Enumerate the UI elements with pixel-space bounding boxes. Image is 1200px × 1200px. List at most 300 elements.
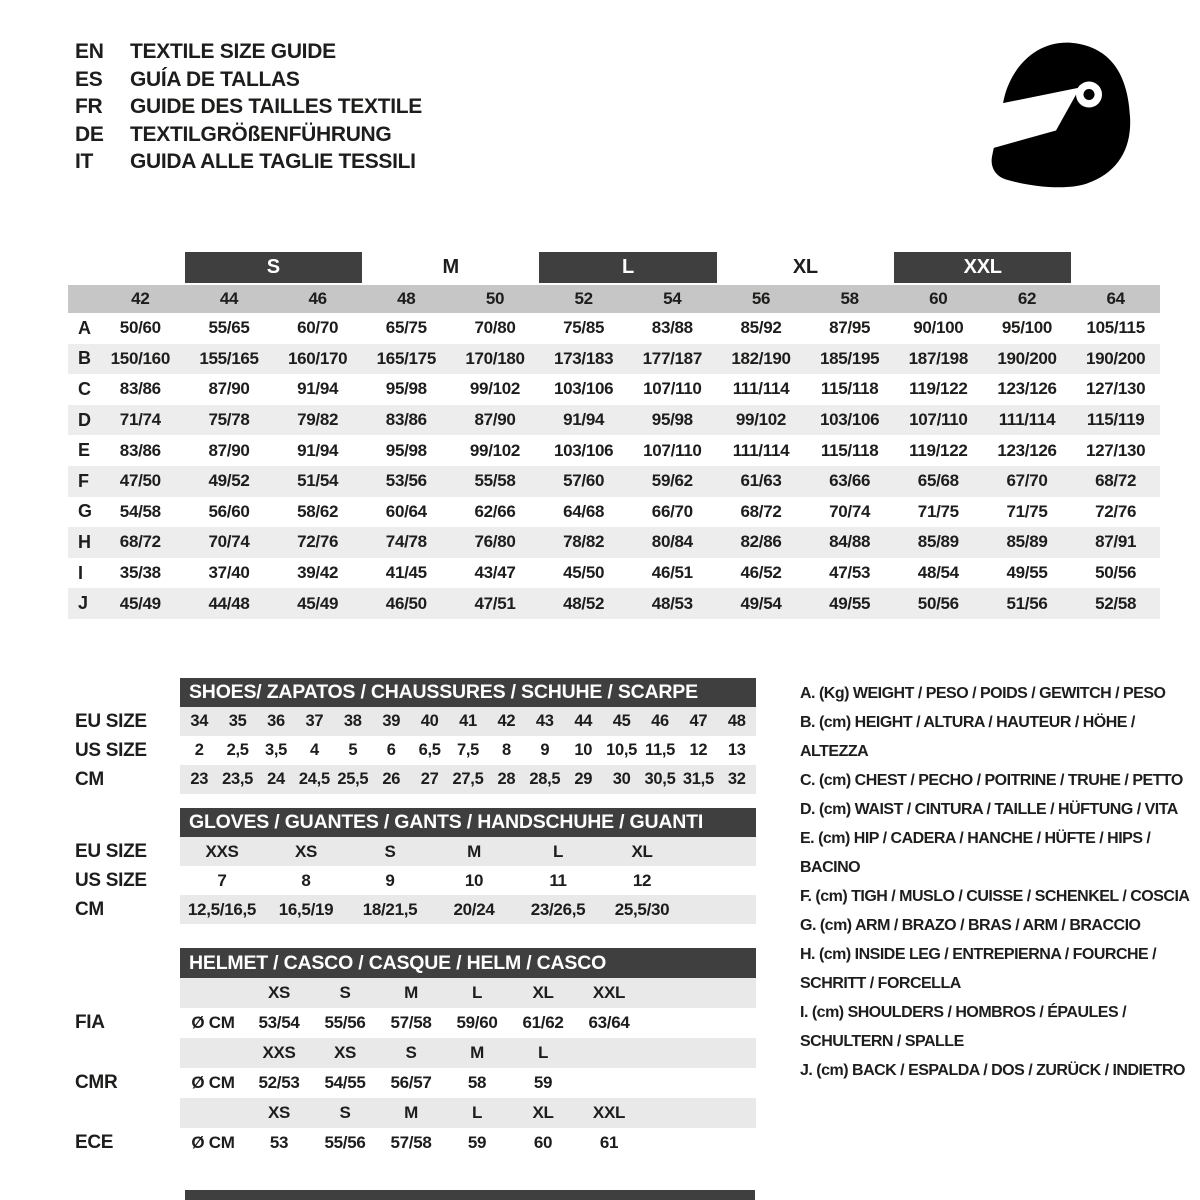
size-value: 103/106 — [553, 440, 614, 460]
shoes-cm-value: 30 — [612, 770, 631, 788]
size-value: 44/48 — [208, 593, 250, 613]
size-number: 42 — [131, 289, 150, 308]
row-label: F — [78, 470, 89, 491]
size-value: 47/50 — [119, 471, 161, 491]
size-value: 123/126 — [997, 379, 1057, 399]
fia-value: 57/58 — [390, 1013, 432, 1032]
size-number: 52 — [574, 289, 593, 308]
size-value: 46/51 — [651, 563, 693, 583]
size-value: 55/58 — [474, 471, 516, 491]
size-value: 47/53 — [829, 563, 871, 583]
size-value: 80/84 — [651, 532, 693, 552]
shoes-eu-size: 48 — [727, 712, 746, 730]
spacer — [75, 678, 180, 707]
size-value: 61/63 — [740, 471, 782, 491]
gloves-us-size: 9 — [385, 870, 395, 890]
size-value: 43/47 — [474, 563, 516, 583]
size-value: 82/86 — [740, 532, 782, 552]
size-table-row — [68, 588, 1160, 619]
shoes-us-size: 9 — [540, 741, 550, 759]
size-value: 190/200 — [1085, 348, 1146, 368]
size-value: 68/72 — [1095, 471, 1137, 491]
textile-size-table — [68, 252, 1160, 619]
size-value: 67/70 — [1006, 471, 1048, 491]
shoes-section-title: SHOES/ ZAPATOS / CHAUSSURES / SCHUHE / SCARPE — [180, 678, 756, 707]
shoes-us-size: 2,5 — [226, 741, 249, 759]
shoes-eu-size-label: EU SIZE — [75, 710, 147, 732]
cmr-sizes-band — [180, 1038, 756, 1068]
size-value: 70/80 — [474, 318, 516, 338]
size-group-m: M — [442, 256, 459, 278]
ece-value: 55/56 — [324, 1133, 366, 1152]
ece-size: L — [471, 1103, 483, 1122]
size-value: 87/91 — [1095, 532, 1137, 552]
ece-diameter-unit: Ø CM — [191, 1133, 235, 1152]
size-value: 87/95 — [829, 318, 871, 338]
cmr-size: M — [470, 1043, 484, 1062]
gloves-cm-row — [180, 895, 756, 924]
size-value: 48/54 — [917, 563, 959, 583]
size-value: 155/165 — [199, 348, 259, 368]
size-value: 119/122 — [909, 379, 968, 399]
spacer — [75, 808, 180, 837]
racing-helmet-icon — [982, 28, 1142, 193]
size-value: 83/88 — [651, 318, 693, 338]
gloves-eu-row — [180, 837, 756, 866]
size-value: 87/90 — [474, 410, 516, 430]
size-value: 71/74 — [119, 410, 161, 430]
size-value: 76/80 — [474, 532, 516, 552]
cmr-value: 52/53 — [258, 1073, 300, 1092]
fia-values-row — [180, 1008, 756, 1038]
fia-size: XL — [532, 983, 554, 1002]
shoes-us-size: 3,5 — [264, 741, 288, 759]
legend-item: I. (cm) SHOULDERS / HOMBROS / ÉPAULES / SCHULTERN / SPALLE — [800, 1004, 1127, 1050]
gloves-us-row — [180, 866, 756, 895]
size-value: 35/38 — [119, 563, 161, 583]
cmr-label: CMR — [75, 1072, 118, 1093]
cmr-value: 56/57 — [390, 1073, 432, 1092]
shoes-eu-size: 37 — [305, 712, 324, 730]
size-table-row — [68, 435, 1160, 466]
size-value: 123/126 — [997, 440, 1057, 460]
shoes-cm-value: 28,5 — [529, 770, 561, 788]
shoes-cm-value: 24,5 — [298, 770, 330, 788]
shoes-eu-size: 44 — [574, 712, 593, 730]
shoes-cm-value: 27 — [420, 770, 439, 788]
legend-item: H. (cm) INSIDE LEG / ENTREPIERNA / FOURCHE / SCHRITT / FORCELLA — [800, 946, 1157, 992]
legend-item: D. (cm) WAIST / CINTURA / TAILLE / HÜFTUNG / VITA — [800, 801, 1178, 818]
size-table-row — [68, 313, 1160, 344]
size-value: 99/102 — [735, 410, 787, 430]
gloves-cm-value: 25,5/30 — [614, 899, 670, 919]
size-value: 85/89 — [1006, 532, 1048, 552]
size-value: 85/92 — [740, 318, 782, 338]
gloves-us-size: 8 — [301, 870, 311, 890]
size-value: 78/82 — [563, 532, 605, 552]
size-number: 54 — [663, 289, 682, 308]
footer-bar — [185, 1190, 755, 1200]
size-value: 55/65 — [208, 318, 250, 338]
fia-diameter-unit: Ø CM — [191, 1013, 235, 1032]
shoes-eu-size: 34 — [190, 712, 209, 730]
size-value: 111/114 — [732, 379, 790, 399]
ece-size: XS — [267, 1103, 291, 1122]
gloves-cm-value: 23/26,5 — [530, 899, 586, 919]
shoes-us-size: 2 — [194, 741, 204, 759]
size-value: 47/51 — [474, 593, 516, 613]
size-table-row — [68, 405, 1160, 436]
shoes-eu-size: 46 — [651, 712, 669, 730]
size-table-row — [68, 374, 1160, 405]
size-group-l: L — [539, 252, 716, 283]
language-code: EN — [75, 40, 104, 63]
size-value: 185/195 — [819, 348, 880, 368]
ece-value: 61 — [599, 1133, 619, 1152]
size-value: 107/110 — [909, 410, 968, 430]
shoes-us-size: 7,5 — [456, 741, 480, 759]
fia-value: 55/56 — [324, 1013, 366, 1032]
row-label: G — [78, 501, 92, 522]
shoes-us-size: 5 — [348, 741, 358, 759]
size-value: 64/68 — [563, 501, 605, 521]
size-value: 53/56 — [385, 471, 427, 491]
helmet-section-title: HELMET / CASCO / CASQUE / HELM / CASCO — [180, 948, 756, 978]
size-value: 91/94 — [297, 379, 339, 399]
ece-size: XL — [532, 1103, 554, 1122]
language-code: FR — [75, 95, 103, 118]
cmr-diameter-unit: Ø CM — [191, 1073, 235, 1092]
shoes-cm-value: 28 — [497, 770, 516, 788]
size-value: 95/98 — [385, 440, 427, 460]
size-value: 99/102 — [469, 440, 521, 460]
language-row — [75, 66, 422, 94]
size-value: 62/66 — [474, 501, 516, 521]
shoes-cm-value: 32 — [727, 770, 746, 788]
gloves-us-size: 7 — [217, 870, 227, 890]
shoes-eu-size: 42 — [497, 712, 516, 730]
size-value: 83/86 — [119, 440, 161, 460]
size-value: 72/76 — [1095, 501, 1137, 521]
size-value: 84/88 — [829, 532, 871, 552]
size-group-xl: XL — [792, 256, 818, 278]
size-value: 49/55 — [1006, 563, 1048, 583]
language-row — [75, 148, 422, 176]
shoes-eu-size: 35 — [228, 712, 247, 730]
size-value: 65/75 — [385, 318, 427, 338]
cmr-value: 59 — [533, 1073, 553, 1092]
row-label: I — [78, 562, 83, 583]
size-value: 90/100 — [913, 318, 964, 338]
gloves-section-title: GLOVES / GUANTES / GANTS / HANDSCHUHE / GUANTI — [180, 808, 756, 837]
spacer — [75, 978, 180, 1008]
size-number: 44 — [219, 289, 239, 308]
size-value: 99/102 — [469, 379, 521, 399]
size-value: 70/74 — [829, 501, 871, 521]
shoes-cm-value: 24 — [267, 770, 285, 788]
fia-size: L — [471, 983, 483, 1002]
size-number: 60 — [929, 289, 948, 308]
row-label: C — [78, 378, 91, 399]
ece-size: M — [404, 1103, 418, 1122]
shoes-cm-row — [180, 765, 756, 794]
shoes-cm-value: 31,5 — [682, 770, 714, 788]
language-code: ES — [75, 67, 103, 91]
language-code: DE — [75, 122, 104, 146]
gloves-eu-size-label: EU SIZE — [75, 840, 147, 862]
size-value: 59/62 — [651, 471, 693, 491]
size-value: 60/70 — [297, 318, 339, 338]
ece-label: ECE — [75, 1132, 114, 1153]
size-value: 75/78 — [208, 410, 250, 430]
gloves-us-size: 12 — [632, 870, 652, 890]
size-table-row — [68, 527, 1160, 558]
shoes-us-size: 6 — [386, 741, 396, 759]
size-value: 75/85 — [563, 318, 605, 338]
size-value: 37/40 — [208, 563, 250, 583]
language-label: GUÍA DE TALLAS — [130, 67, 300, 91]
shoes-eu-size: 45 — [612, 712, 631, 730]
size-value: 83/86 — [385, 410, 427, 430]
size-value: 95/100 — [1001, 318, 1053, 338]
size-number: 50 — [485, 289, 505, 308]
legend-item: B. (cm) HEIGHT / ALTURA / HAUTEUR / HÖHE / ALTEZZA — [800, 714, 1135, 760]
size-value: 50/56 — [1095, 563, 1137, 583]
size-value: 111/114 — [732, 440, 790, 460]
fia-size: XXL — [592, 983, 626, 1002]
gloves-cm-value: 20/24 — [453, 899, 495, 919]
ece-value: 59 — [467, 1133, 487, 1152]
shoes-cm-value: 29 — [574, 770, 593, 788]
size-value: 51/54 — [297, 471, 339, 491]
row-label: D — [78, 409, 91, 430]
gloves-eu-size: M — [467, 841, 481, 861]
size-number: 48 — [397, 289, 416, 308]
row-label: E — [78, 440, 90, 461]
ece-value: 53 — [269, 1133, 289, 1152]
gloves-cm-value: 18/21,5 — [362, 899, 418, 919]
size-value: 187/198 — [908, 348, 968, 368]
row-label: J — [78, 593, 88, 614]
size-value: 103/106 — [553, 379, 614, 399]
language-label: TEXTILGRÖßENFÜHRUNG — [130, 122, 392, 146]
size-value: 54/58 — [119, 501, 161, 521]
size-value: 85/89 — [917, 532, 959, 552]
size-value: 95/98 — [385, 379, 427, 399]
shoes-us-size: 6,5 — [418, 741, 441, 759]
row-label: A — [78, 317, 91, 338]
gloves-cm-value: 12,5/16,5 — [187, 899, 257, 919]
shoes-cm-value: 30,5 — [644, 770, 676, 788]
size-value: 127/130 — [1085, 379, 1146, 399]
language-label: GUIDA ALLE TAGLIE TESSILI — [130, 150, 416, 173]
size-value: 41/45 — [385, 563, 427, 583]
spacer — [75, 948, 180, 978]
size-value: 160/170 — [287, 348, 348, 368]
size-value: 46/52 — [740, 563, 782, 583]
spacer — [75, 1038, 180, 1068]
size-value: 71/75 — [1006, 501, 1048, 521]
spacer — [75, 1098, 180, 1128]
fia-sizes-band — [180, 978, 756, 1008]
size-value: 48/52 — [563, 593, 605, 613]
legend-item: F. (cm) TIGH / MUSLO / CUISSE / SCHENKEL / COSCIA — [800, 888, 1190, 905]
size-value: 119/122 — [909, 440, 968, 460]
size-value: 57/60 — [563, 471, 605, 491]
shoes-eu-size: 41 — [459, 712, 477, 730]
fia-size: M — [404, 983, 418, 1002]
cmr-values-row — [180, 1068, 756, 1098]
size-value: 91/94 — [563, 410, 605, 430]
size-value: 74/78 — [385, 532, 427, 552]
shoes-cm-value: 26 — [382, 770, 401, 788]
shoes-eu-size: 39 — [382, 712, 401, 730]
size-value: 52/58 — [1095, 593, 1137, 613]
shoes-eu-size: 36 — [267, 712, 285, 730]
size-value: 91/94 — [297, 440, 339, 460]
size-value: 87/90 — [208, 440, 250, 460]
size-value: 39/42 — [297, 563, 339, 583]
shoes-eu-size: 38 — [343, 712, 362, 730]
fia-size: S — [339, 983, 351, 1002]
fia-value: 53/54 — [258, 1013, 300, 1032]
size-group-s: S — [185, 252, 362, 283]
size-number: 62 — [1017, 289, 1037, 308]
size-number: 46 — [308, 289, 327, 308]
size-value: 177/187 — [642, 348, 702, 368]
shoes-eu-size: 47 — [689, 712, 708, 730]
shoes-eu-size: 43 — [535, 712, 554, 730]
legend-item: A. (Kg) WEIGHT / PESO / POIDS / GEWITCH / PESO — [800, 685, 1166, 702]
cmr-size: L — [537, 1043, 549, 1062]
size-value: 70/74 — [208, 532, 250, 552]
ece-values-row — [180, 1128, 756, 1158]
language-row — [75, 93, 422, 121]
size-group-band — [68, 252, 1160, 283]
size-number: 58 — [840, 289, 859, 308]
size-value: 115/118 — [820, 379, 879, 399]
fia-label: FIA — [75, 1012, 105, 1033]
size-value: 173/183 — [553, 348, 614, 368]
size-value: 165/175 — [376, 348, 436, 368]
size-group-xxl: XXL — [894, 252, 1071, 283]
size-value: 95/98 — [651, 410, 693, 430]
size-value: 150/160 — [110, 348, 170, 368]
size-table-row — [68, 558, 1160, 589]
size-value: 56/60 — [208, 501, 250, 521]
shoes-us-size: 12 — [689, 741, 708, 759]
size-value: 50/56 — [917, 593, 959, 613]
gloves-us-size: 10 — [464, 870, 484, 890]
ece-size: S — [339, 1103, 351, 1122]
size-table-row — [68, 497, 1160, 528]
size-value: 58/62 — [297, 501, 339, 521]
ece-size: XXL — [592, 1103, 626, 1122]
language-list — [75, 38, 422, 176]
size-value: 115/118 — [820, 440, 879, 460]
gloves-eu-size: XS — [294, 841, 318, 861]
size-value: 49/52 — [208, 471, 250, 491]
ece-sizes-band — [180, 1098, 756, 1128]
size-value: 107/110 — [643, 440, 702, 460]
language-row — [75, 38, 422, 66]
size-number: 64 — [1106, 289, 1125, 308]
size-value: 66/70 — [651, 501, 693, 521]
cmr-value: 58 — [467, 1073, 487, 1092]
size-table-rows — [68, 313, 1160, 619]
shoes-us-size: 10 — [574, 741, 593, 759]
cmr-value: 54/55 — [324, 1073, 366, 1092]
row-label: B — [78, 348, 91, 369]
legend-item: E. (cm) HIP / CADERA / HANCHE / HÜFTE / HIPS / BACINO — [800, 830, 1151, 876]
size-value: 190/200 — [997, 348, 1057, 368]
size-value: 105/115 — [1086, 318, 1145, 338]
size-value: 79/82 — [297, 410, 339, 430]
size-value: 83/86 — [119, 379, 161, 399]
language-row — [75, 121, 422, 149]
shoes-us-row — [180, 736, 756, 765]
gloves-us-size: 11 — [549, 870, 567, 890]
size-value: 48/53 — [651, 593, 693, 613]
size-value: 65/68 — [917, 471, 959, 491]
fia-size: XS — [267, 983, 291, 1002]
size-value: 45/50 — [563, 563, 605, 583]
language-code: IT — [75, 150, 94, 173]
shoes-cm-value: 25,5 — [337, 770, 369, 788]
size-value: 72/76 — [297, 532, 339, 552]
shoes-eu-size: 40 — [420, 712, 439, 730]
ece-value: 57/58 — [390, 1133, 432, 1152]
size-value: 49/55 — [829, 593, 871, 613]
ece-value: 60 — [533, 1133, 553, 1152]
legend-item: J. (cm) BACK / ESPALDA / DOS / ZURÜCK / INDIETRO — [800, 1062, 1185, 1079]
size-value: 103/106 — [819, 410, 880, 430]
shoes-us-size-label: US SIZE — [75, 739, 147, 761]
size-value: 71/75 — [917, 501, 959, 521]
size-value: 68/72 — [740, 501, 782, 521]
row-label: H — [78, 531, 91, 552]
size-value: 127/130 — [1085, 440, 1146, 460]
gloves-us-size-label: US SIZE — [75, 869, 147, 891]
size-value: 68/72 — [119, 532, 161, 552]
shoes-cm-value: 23 — [190, 770, 209, 788]
cmr-size: XXS — [262, 1043, 296, 1062]
legend-item: G. (cm) ARM / BRAZO / BRAS / ARM / BRACCIO — [800, 917, 1141, 934]
size-value: 46/50 — [385, 593, 427, 613]
gloves-eu-size: XL — [631, 841, 653, 861]
size-value: 63/66 — [829, 471, 871, 491]
shoes-eu-row — [180, 707, 756, 736]
size-number-band — [68, 285, 1160, 313]
size-value: 49/54 — [740, 593, 782, 613]
shoes-cm-value: 27,5 — [452, 770, 484, 788]
size-value: 50/60 — [119, 318, 161, 338]
size-value: 51/56 — [1006, 593, 1048, 613]
shoes-us-size: 13 — [727, 741, 746, 759]
shoes-cm-value: 23,5 — [222, 770, 254, 788]
size-table-row — [68, 344, 1160, 375]
gloves-eu-size: XXS — [205, 841, 239, 861]
fia-value: 59/60 — [456, 1013, 498, 1032]
size-value: 45/49 — [119, 593, 161, 613]
legend-item: C. (cm) CHEST / PECHO / POITRINE / TRUHE / PETTO — [800, 772, 1183, 789]
gloves-cm-value: 16,5/19 — [278, 899, 334, 919]
gloves-eu-size: L — [552, 841, 564, 861]
cmr-size: XS — [333, 1043, 357, 1062]
size-table-row — [68, 466, 1160, 497]
gloves-cm-label: CM — [75, 898, 104, 920]
fia-value: 63/64 — [588, 1013, 630, 1032]
